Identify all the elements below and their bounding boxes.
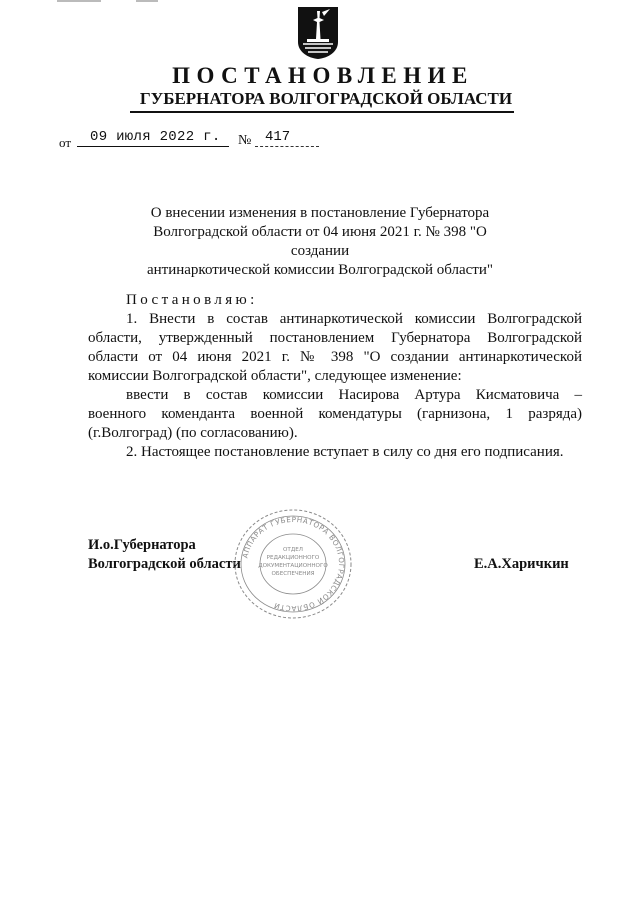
subtitle-underline xyxy=(130,111,514,113)
number-sign: № xyxy=(238,133,252,148)
item-2: 2. Настоящее постановление вступает в силу со дня его подписания. xyxy=(126,444,564,460)
resolves-label: Постановляю: xyxy=(126,292,258,308)
scan-edge-mark xyxy=(57,0,101,2)
document-title: ПОСТАНОВЛЕНИЕ xyxy=(172,63,474,88)
item-1-line: области, утвержденный постановлением Губернатора Волгоградской xyxy=(88,330,582,346)
item-1-line: комиссии Волгоградской области", следующее изменение: xyxy=(88,368,462,384)
heading-line: антинаркотической комиссии Волгоградской области" xyxy=(146,262,494,278)
stamp-outer-text: АППАРАТ ГУБЕРНАТОРА ВОЛГОГРАДСКОЙ ОБЛАСТИ xyxy=(240,514,347,614)
stamp-inner-line: ДОКУМЕНТАЦИОННОГО xyxy=(258,563,328,569)
change-line: военного коменданта военной комендатуры (гарнизона, 1 разряда) xyxy=(88,406,582,422)
document-date: 09 июля 2022 г. xyxy=(90,129,221,145)
heading-line: Волгоградской области от 04 июня 2021 г. № 398 "О создании xyxy=(153,224,487,259)
date-underline xyxy=(77,146,229,147)
change-line: (г.Волгоград) (по согласованию). xyxy=(88,425,298,441)
change-line: ввести в состав комиссии Насирова Артура Кисматовича – xyxy=(126,387,582,403)
signatory-position-line: Волгоградской области xyxy=(88,556,241,572)
official-stamp xyxy=(232,507,354,621)
stamp-inner-line: ОТДЕЛ xyxy=(283,547,303,553)
number-underline xyxy=(255,146,319,147)
document-heading xyxy=(125,204,515,280)
date-prefix: от xyxy=(59,135,72,150)
document-body xyxy=(88,291,582,462)
heading-line: О внесении изменения в постановление Губернатора xyxy=(150,205,490,221)
document-subtitle: ГУБЕРНАТОРА ВОЛГОГРАДСКОЙ ОБЛАСТИ xyxy=(139,89,513,108)
signatory-name: Е.А.Харичкин xyxy=(474,556,569,572)
stamp-inner-line: РЕДАКЦИОННОГО xyxy=(266,555,320,561)
volgograd-coat-of-arms-icon xyxy=(297,6,339,60)
signatory-position-line: И.о.Губернатора xyxy=(88,537,196,553)
stamp-inner-line: ОБЕСПЕЧЕНИЯ xyxy=(271,571,315,577)
item-1-line: 1. Внести в состав антинаркотической комиссии Волгоградской xyxy=(126,311,582,327)
item-1-line: области от 04 июня 2021 г. № 398 "О создании антинаркотической xyxy=(88,349,582,365)
signatory-position xyxy=(88,536,241,574)
document-number: 417 xyxy=(265,129,291,145)
scan-edge-mark xyxy=(136,0,158,2)
